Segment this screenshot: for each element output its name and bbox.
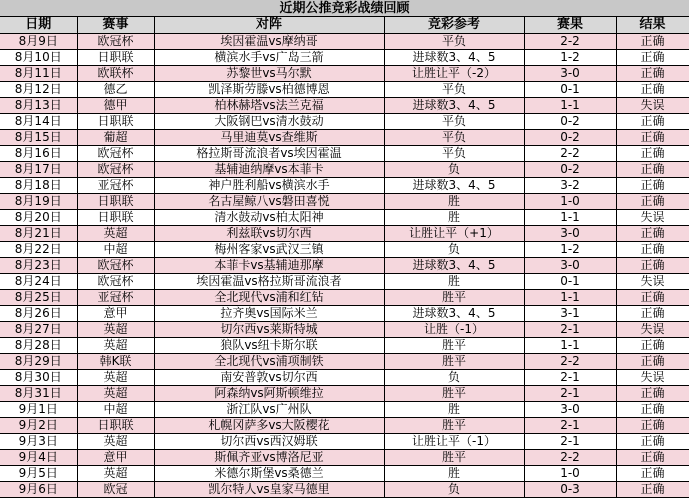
league-cell: 日职联	[77, 417, 154, 433]
score-cell: 2-1	[524, 385, 616, 401]
result-cell: 正确	[616, 401, 689, 417]
league-cell: 日职联	[77, 113, 154, 129]
score-cell: 2-1	[524, 433, 616, 449]
date-cell: 8月21日	[0, 225, 77, 241]
match-cell: 苏黎世vs马尔默	[154, 65, 384, 81]
reference-cell: 胜平	[384, 353, 524, 369]
score-cell: 1-0	[524, 193, 616, 209]
table-row	[0, 129, 689, 145]
date-cell: 8月19日	[0, 193, 77, 209]
result-cell: 正确	[616, 225, 689, 241]
match-cell: 切尔西vs莱斯特城	[154, 321, 384, 337]
table-header	[0, 17, 689, 33]
match-cell: 基辅迪纳摩vs本菲卡	[154, 161, 384, 177]
result-cell: 正确	[616, 193, 689, 209]
reference-cell: 负	[384, 369, 524, 385]
date-cell: 8月23日	[0, 257, 77, 273]
table-row	[0, 113, 689, 129]
league-cell: 欧冠杯	[77, 257, 154, 273]
result-cell: 正确	[616, 433, 689, 449]
score-cell: 2-1	[524, 369, 616, 385]
league-cell: 日职联	[77, 209, 154, 225]
date-cell: 8月10日	[0, 49, 77, 65]
reference-cell: 进球数3、4、5	[384, 257, 524, 273]
league-cell: 日职联	[77, 49, 154, 65]
date-cell: 8月28日	[0, 337, 77, 353]
score-cell: 2-1	[524, 417, 616, 433]
match-cell: 札幌冈萨多vs大阪樱花	[154, 417, 384, 433]
score-cell: 3-1	[524, 305, 616, 321]
table-row	[0, 97, 689, 113]
result-cell: 正确	[616, 449, 689, 465]
date-cell: 8月14日	[0, 113, 77, 129]
match-cell: 斯佩齐亚vs博洛尼亚	[154, 449, 384, 465]
league-cell: 欧冠杯	[77, 161, 154, 177]
date-cell: 9月2日	[0, 417, 77, 433]
match-cell: 本菲卡vs基辅迪那摩	[154, 257, 384, 273]
match-cell: 全北现代vs浦项制铁	[154, 353, 384, 369]
date-cell: 8月20日	[0, 209, 77, 225]
header-score: 赛果	[524, 17, 616, 33]
league-cell: 中超	[77, 401, 154, 417]
table-row	[0, 241, 689, 257]
date-cell: 8月25日	[0, 289, 77, 305]
reference-cell: 胜	[384, 273, 524, 289]
result-cell: 正确	[616, 385, 689, 401]
match-cell: 凯尔特人vs皇家马德里	[154, 481, 384, 497]
match-cell: 横滨水手vs广岛三箭	[154, 49, 384, 65]
date-cell: 9月1日	[0, 401, 77, 417]
match-cell: 格拉斯哥流浪者vs埃因霍温	[154, 145, 384, 161]
result-cell: 正确	[616, 129, 689, 145]
date-cell: 8月29日	[0, 353, 77, 369]
date-cell: 8月31日	[0, 385, 77, 401]
score-cell: 2-2	[524, 353, 616, 369]
league-cell: 日职联	[77, 193, 154, 209]
league-cell: 英超	[77, 337, 154, 353]
score-cell: 0-3	[524, 481, 616, 497]
league-cell: 欧冠杯	[77, 145, 154, 161]
match-cell: 清水鼓动vs柏太阳神	[154, 209, 384, 225]
league-cell: 欧联杯	[77, 65, 154, 81]
match-cell: 浙江队vs广州队	[154, 401, 384, 417]
reference-cell: 平负	[384, 81, 524, 97]
match-cell: 米德尔斯堡vs桑德兰	[154, 465, 384, 481]
reference-cell: 胜平	[384, 449, 524, 465]
result-cell: 正确	[616, 65, 689, 81]
result-cell: 正确	[616, 353, 689, 369]
table-row	[0, 209, 689, 225]
date-cell: 8月24日	[0, 273, 77, 289]
league-cell: 英超	[77, 385, 154, 401]
reference-cell: 胜平	[384, 337, 524, 353]
date-cell: 8月27日	[0, 321, 77, 337]
reference-cell: 平负	[384, 113, 524, 129]
header-reference: 竞彩参考	[384, 17, 524, 33]
result-cell: 正确	[616, 257, 689, 273]
table-row	[0, 337, 689, 353]
score-cell: 0-1	[524, 273, 616, 289]
reference-cell: 进球数3、4、5	[384, 305, 524, 321]
reference-cell: 进球数3、4、5	[384, 97, 524, 113]
header-date: 日期	[0, 17, 77, 33]
match-cell: 拉齐奥vs国际米兰	[154, 305, 384, 321]
league-cell: 中超	[77, 241, 154, 257]
score-cell: 2-1	[524, 321, 616, 337]
reference-cell: 胜	[384, 193, 524, 209]
match-cell: 切尔西vs西汉姆联	[154, 433, 384, 449]
league-cell: 葡超	[77, 129, 154, 145]
result-cell: 正确	[616, 337, 689, 353]
league-cell: 英超	[77, 225, 154, 241]
result-cell: 正确	[616, 113, 689, 129]
league-cell: 英超	[77, 369, 154, 385]
date-cell: 8月11日	[0, 65, 77, 81]
league-cell: 亚冠杯	[77, 289, 154, 305]
reference-cell: 胜	[384, 209, 524, 225]
result-cell: 失误	[616, 369, 689, 385]
result-cell: 正确	[616, 81, 689, 97]
reference-cell: 胜平	[384, 289, 524, 305]
date-cell: 8月18日	[0, 177, 77, 193]
date-cell: 8月9日	[0, 33, 77, 49]
match-cell: 马里迪莫vs查维斯	[154, 129, 384, 145]
league-cell: 英超	[77, 321, 154, 337]
table-row	[0, 449, 689, 465]
league-cell: 亚冠杯	[77, 177, 154, 193]
league-cell: 韩K联	[77, 353, 154, 369]
result-cell: 正确	[616, 161, 689, 177]
score-cell: 1-0	[524, 465, 616, 481]
match-cell: 大阪钢巴vs清水鼓动	[154, 113, 384, 129]
table-row	[0, 193, 689, 209]
result-cell: 失误	[616, 273, 689, 289]
result-cell: 失误	[616, 321, 689, 337]
date-cell: 9月3日	[0, 433, 77, 449]
date-cell: 8月26日	[0, 305, 77, 321]
match-cell: 凯泽斯劳滕vs柏德博恩	[154, 81, 384, 97]
result-cell: 正确	[616, 289, 689, 305]
table-row	[0, 401, 689, 417]
score-cell: 1-1	[524, 289, 616, 305]
league-cell: 英超	[77, 465, 154, 481]
league-cell: 德乙	[77, 81, 154, 97]
score-cell: 2-2	[524, 145, 616, 161]
table-body	[0, 33, 689, 497]
table-row	[0, 417, 689, 433]
match-cell: 神户胜利船vs横滨水手	[154, 177, 384, 193]
sheet-title: 近期公推竞彩战绩回顾	[0, 0, 689, 17]
score-cell: 1-1	[524, 209, 616, 225]
reference-cell: 进球数3、4、5	[384, 177, 524, 193]
table-row	[0, 161, 689, 177]
table-row	[0, 225, 689, 241]
date-cell: 9月6日	[0, 481, 77, 497]
league-cell: 英超	[77, 433, 154, 449]
result-cell: 失误	[616, 209, 689, 225]
date-cell: 9月5日	[0, 465, 77, 481]
match-cell: 名古屋鲸八vs磐田喜悦	[154, 193, 384, 209]
table-row	[0, 433, 689, 449]
score-cell: 1-1	[524, 337, 616, 353]
reference-cell: 让胜让平（-1）	[384, 433, 524, 449]
reference-cell: 平负	[384, 33, 524, 49]
date-cell: 8月13日	[0, 97, 77, 113]
result-cell: 正确	[616, 305, 689, 321]
score-cell: 3-0	[524, 401, 616, 417]
date-cell: 8月30日	[0, 369, 77, 385]
score-cell: 3-0	[524, 225, 616, 241]
score-cell: 0-1	[524, 81, 616, 97]
match-cell: 南安普敦vs切尔西	[154, 369, 384, 385]
reference-cell: 让胜（-1）	[384, 321, 524, 337]
table-row	[0, 49, 689, 65]
result-cell: 正确	[616, 145, 689, 161]
score-cell: 3-0	[524, 65, 616, 81]
league-cell: 意甲	[77, 449, 154, 465]
table-row	[0, 289, 689, 305]
results-table	[0, 17, 689, 498]
header-match: 对阵	[154, 17, 384, 33]
table-row	[0, 385, 689, 401]
table-row	[0, 257, 689, 273]
match-cell: 梅州客家vs武汉三镇	[154, 241, 384, 257]
header-result: 结果	[616, 17, 689, 33]
table-row	[0, 305, 689, 321]
league-cell: 欧冠	[77, 481, 154, 497]
league-cell: 德甲	[77, 97, 154, 113]
match-cell: 全北现代vs浦和红钻	[154, 289, 384, 305]
result-cell: 正确	[616, 177, 689, 193]
match-cell: 阿森纳vs阿斯顿维拉	[154, 385, 384, 401]
reference-cell: 进球数3、4、5	[384, 49, 524, 65]
date-cell: 8月22日	[0, 241, 77, 257]
reference-cell: 胜	[384, 401, 524, 417]
reference-cell: 平负	[384, 145, 524, 161]
score-cell: 1-1	[524, 97, 616, 113]
match-cell: 狼队vs纽卡斯尔联	[154, 337, 384, 353]
score-cell: 3-2	[524, 177, 616, 193]
date-cell: 8月15日	[0, 129, 77, 145]
reference-cell: 胜	[384, 465, 524, 481]
result-cell: 正确	[616, 241, 689, 257]
table-row	[0, 321, 689, 337]
match-cell: 埃因霍温vs格拉斯哥流浪者	[154, 273, 384, 289]
score-cell: 0-2	[524, 129, 616, 145]
league-cell: 意甲	[77, 305, 154, 321]
match-cell: 柏林赫塔vs法兰克福	[154, 97, 384, 113]
score-cell: 1-2	[524, 49, 616, 65]
reference-cell: 让胜让平（-2）	[384, 65, 524, 81]
league-cell: 欧冠杯	[77, 33, 154, 49]
table-row	[0, 177, 689, 193]
header-row	[0, 17, 689, 33]
score-cell: 2-2	[524, 33, 616, 49]
table-row	[0, 65, 689, 81]
score-cell: 0-2	[524, 161, 616, 177]
table-row	[0, 81, 689, 97]
date-cell: 8月17日	[0, 161, 77, 177]
reference-cell: 负	[384, 161, 524, 177]
score-cell: 1-2	[524, 241, 616, 257]
table-row	[0, 273, 689, 289]
table-row	[0, 33, 689, 49]
result-cell: 正确	[616, 33, 689, 49]
score-cell: 0-2	[524, 113, 616, 129]
score-cell: 3-0	[524, 257, 616, 273]
reference-cell: 负	[384, 481, 524, 497]
date-cell: 8月12日	[0, 81, 77, 97]
table-row	[0, 369, 689, 385]
result-cell: 正确	[616, 49, 689, 65]
reference-cell: 让胜让平（+1）	[384, 225, 524, 241]
table-row	[0, 353, 689, 369]
table-row	[0, 145, 689, 161]
result-cell: 失误	[616, 97, 689, 113]
date-cell: 9月4日	[0, 449, 77, 465]
result-cell: 正确	[616, 481, 689, 497]
reference-cell: 负	[384, 241, 524, 257]
reference-cell: 胜平	[384, 417, 524, 433]
table-row	[0, 481, 689, 497]
match-cell: 利兹联vs切尔西	[154, 225, 384, 241]
match-cell: 埃因霍温vs摩纳哥	[154, 33, 384, 49]
score-cell: 2-2	[524, 449, 616, 465]
result-cell: 正确	[616, 465, 689, 481]
date-cell: 8月16日	[0, 145, 77, 161]
result-cell: 正确	[616, 417, 689, 433]
league-cell: 欧冠杯	[77, 273, 154, 289]
header-league: 赛事	[77, 17, 154, 33]
reference-cell: 胜平	[384, 385, 524, 401]
reference-cell: 平负	[384, 129, 524, 145]
table-row	[0, 465, 689, 481]
